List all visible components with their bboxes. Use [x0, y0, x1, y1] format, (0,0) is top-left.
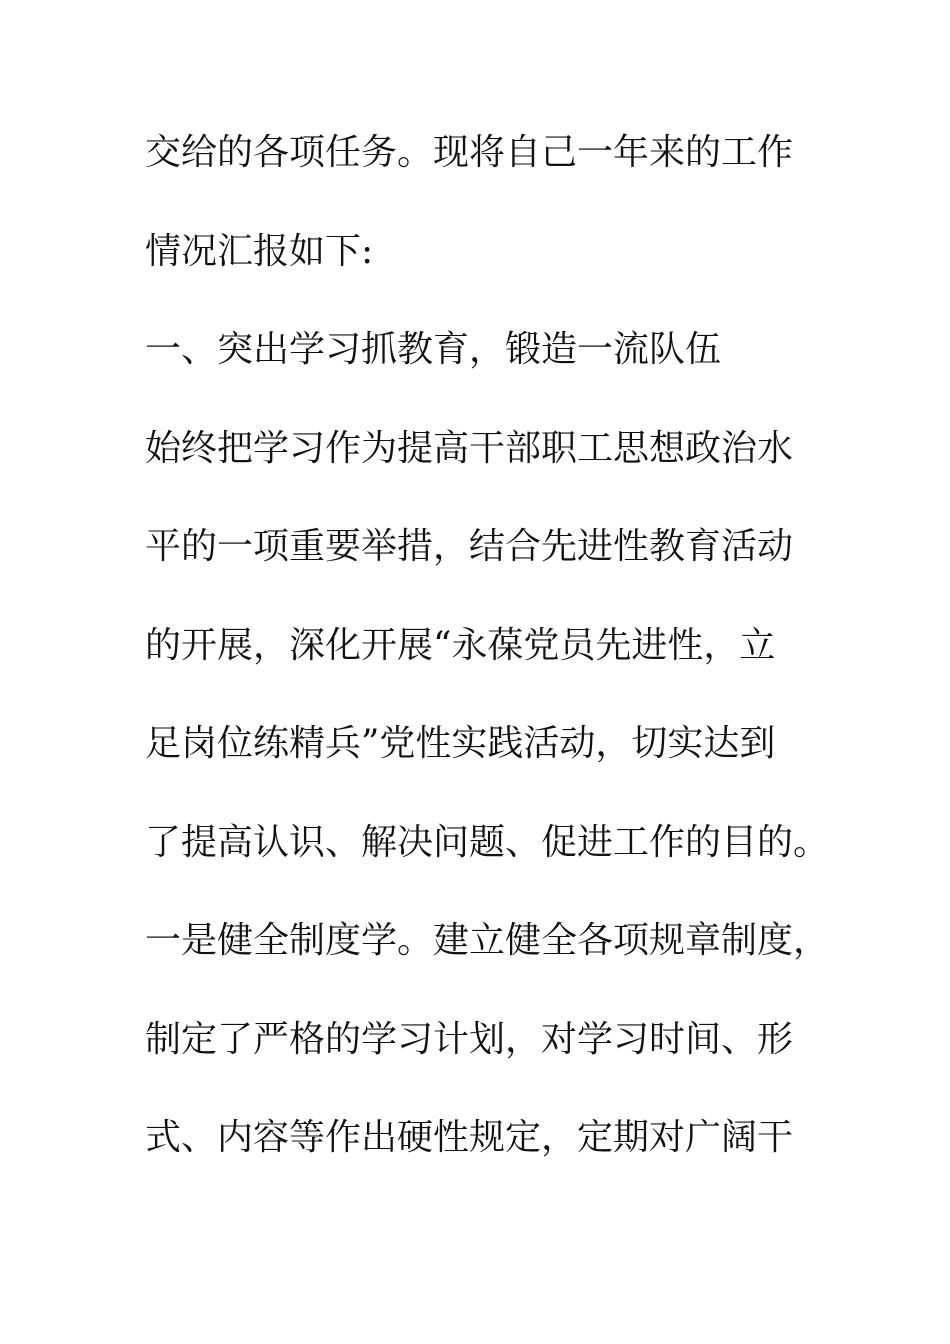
text-line: 式、内容等作出硬性规定，定期对广阔干: [145, 1117, 794, 1158]
text-line: 一是健全制度学。建立健全各项规章制度，: [145, 920, 830, 961]
text-line: 了提高认识、解决问题、促进工作的目的。: [145, 821, 830, 863]
text-line: 始终把学习作为提高干部职工思想政治水: [145, 427, 794, 469]
text-line: 交给的各项任务。现将自己一年来的工作: [145, 132, 794, 173]
text-line: 足岗位练精兵”党性实践活动，切实达到: [145, 723, 776, 764]
document-body: [145, 126, 830, 1210]
text-line: 情况汇报如下:: [145, 230, 374, 272]
text-line: 的开展，深化开展“永葆党员先进性，立: [145, 624, 776, 666]
section-heading: 一、突出学习抓教育，锻造一流队伍: [145, 329, 722, 370]
text-line: 制定了严格的学习计划，对学习时间、形: [145, 1018, 794, 1060]
text-line: 平的一项重要举措，结合先进性教育活动: [145, 526, 794, 567]
